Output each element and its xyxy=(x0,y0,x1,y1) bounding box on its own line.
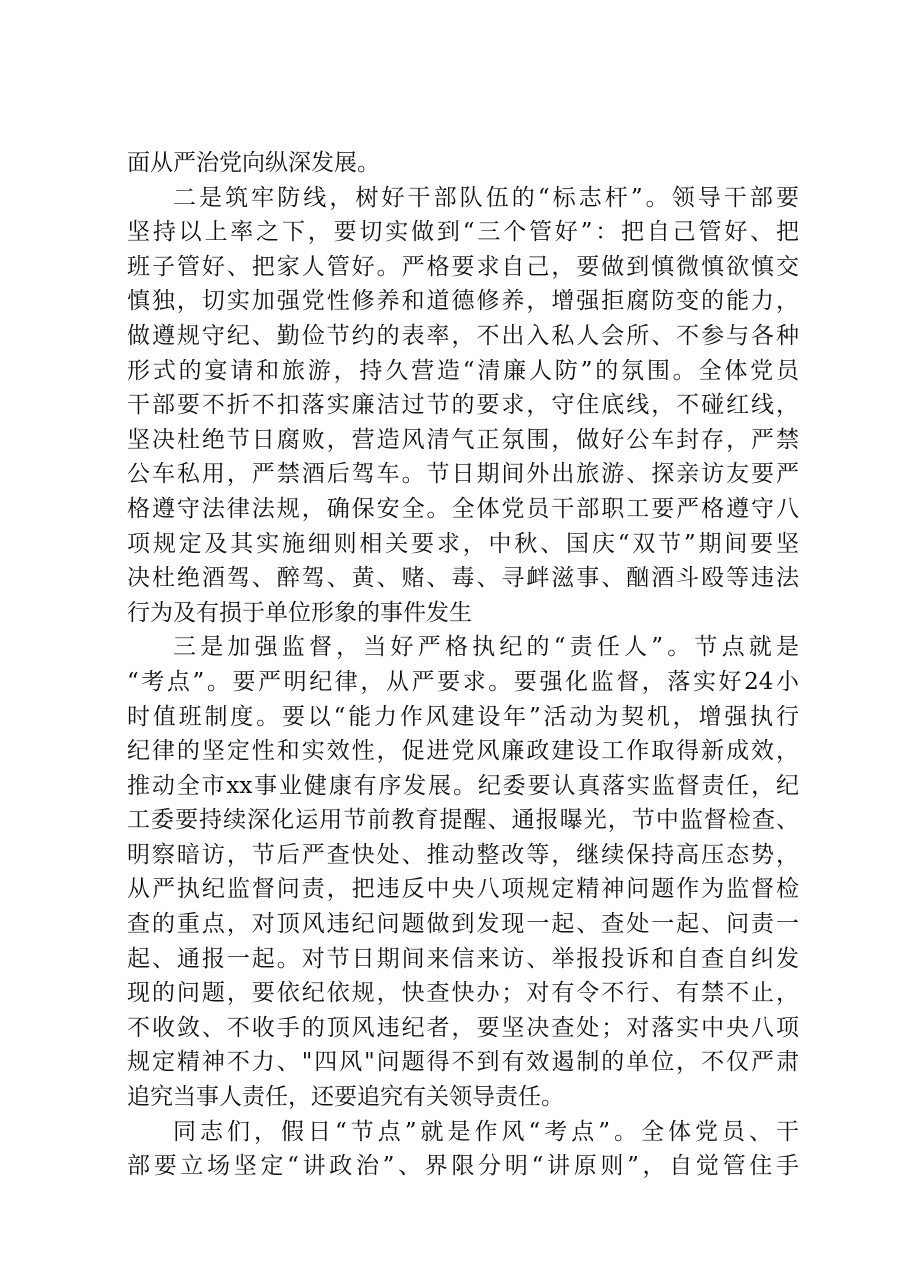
text-line: 二是筑牢防线，树好干部队伍的“标志杆”。领导干部要 xyxy=(173,184,799,211)
text-line: 格遵守法律法规，确保安全。全体党员干部职工要严格遵守八 xyxy=(127,495,799,522)
text-line: 部要立场坚定“讲政治”、界限分明“讲原则”，自觉管住手 xyxy=(127,1153,799,1180)
text-line: 坚持以上率之下，要切实做到“三个管好”：把自己管好、把 xyxy=(127,219,799,246)
text-line: 面从严治党向纵深发展。 xyxy=(127,150,380,176)
text-line: 决杜绝酒驾、醉驾、黄、赌、毒、寻衅滋事、酗酒斗殴等违法 xyxy=(127,565,799,592)
text-line: 形式的宴请和旅游，持久营造“清廉人防”的氛围。全体党员 xyxy=(127,357,799,384)
text-line: “考点”。要严明纪律，从严要求。要强化监督，落实好24小 xyxy=(127,668,799,695)
text-line: 规定精神不力、"四风"问题得不到有效遏制的单位，不仅严肃 xyxy=(127,1049,799,1076)
text-line: 慎独，切实加强党性修养和道德修养，增强拒腐防变的能力， xyxy=(127,288,799,315)
text-line: 现的问题，要依纪依规，快查快办；对有令不行、有禁不止， xyxy=(127,980,799,1007)
text-line: 公车私用，严禁酒后驾车。节日期间外出旅游、探亲访友要严 xyxy=(127,461,799,488)
text-line: 坚决杜绝节日腐败，营造风清气正氛围，做好公车封存，严禁 xyxy=(127,426,799,453)
text-line: 查的重点，对顶风违纪问题做到发现一起、查处一起、问责一 xyxy=(127,911,799,938)
text-line: 时值班制度。要以“能力作风建设年”活动为契机，增强执行 xyxy=(127,703,799,730)
text-line: 三是加强监督，当好严格执纪的“责任人”。节点就是 xyxy=(173,634,799,661)
text-line: 同志们，假日“节点”就是作风“考点”。全体党员、干 xyxy=(173,1118,799,1145)
text-line: 纪律的坚定性和实效性，促进党风廉政建设工作取得新成效， xyxy=(127,738,799,765)
text-line: 起、通报一起。对节日期间来信来访、举报投诉和自查自纠发 xyxy=(127,945,799,972)
text-line: 干部要不折不扣落实廉洁过节的要求，守住底线，不碰红线， xyxy=(127,392,799,419)
text-line: 从严执纪监督问责，把违反中央八项规定精神问题作为监督检 xyxy=(127,876,799,903)
text-line: 做遵规守纪、勤俭节约的表率，不出入私人会所、不参与各种 xyxy=(127,322,799,349)
text-line: 行为及有损于单位形象的事件发生 xyxy=(127,599,472,626)
text-line: 班子管好、把家人管好。严格要求自己，要做到慎微慎欲慎交 xyxy=(127,253,799,280)
text-line: 不收敛、不收手的顶风违纪者，要坚决查处；对落实中央八项 xyxy=(127,1014,799,1041)
text-line: 追究当事人责任，还要追究有关领导责任。 xyxy=(127,1084,564,1111)
text-line: 明察暗访，节后严查快处、推动整改等，继续保持高压态势， xyxy=(127,841,799,868)
text-line: 项规定及其实施细则相关要求，中秋、国庆“双节”期间要坚 xyxy=(127,530,799,557)
text-line: 工委要持续深化运用节前教育提醒、通报曝光，节中监督检查、 xyxy=(127,807,799,834)
text-line: 推动全市xx事业健康有序发展。纪委要认真落实监督责任，纪 xyxy=(127,772,799,799)
document-body xyxy=(127,146,799,1184)
